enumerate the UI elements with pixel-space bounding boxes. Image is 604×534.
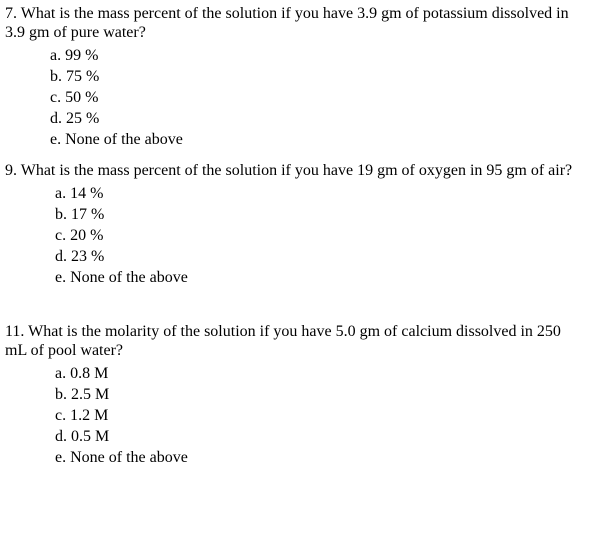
option-e: e. None of the above [55,269,188,286]
answer-options [50,45,604,150]
question-9 [0,161,604,288]
question-text: 7. What is the mass percent of the solution if you have 3.9 gm of potassium dissolved in 3.9 gm of pure water? [5,5,569,41]
option-e: e. None of the above [55,449,188,466]
question-text: 11. What is the molarity of the solution if you have 5.0 gm of calcium dissolved in 250 mL of pool water? [5,323,561,359]
answer-options [55,363,604,468]
option-c: c. 50 % [50,89,99,106]
option-a: a. 0.8 M [55,365,109,382]
option-c: c. 1.2 M [55,407,109,424]
option-b: b. 75 % [50,68,100,85]
question-7 [0,4,604,150]
option-b: b. 2.5 M [55,386,110,403]
option-d: d. 23 % [55,248,105,265]
answer-options [55,183,604,288]
question-text: 9. What is the mass percent of the solution if you have 19 gm of oxygen in 95 gm of air? [5,162,573,179]
option-c: c. 20 % [55,227,104,244]
question-11 [0,322,604,468]
option-e: e. None of the above [50,131,183,148]
option-a: a. 99 % [50,47,99,64]
option-a: a. 14 % [55,185,104,202]
option-d: d. 0.5 M [55,428,110,445]
option-b: b. 17 % [55,206,105,223]
option-d: d. 25 % [50,110,100,127]
